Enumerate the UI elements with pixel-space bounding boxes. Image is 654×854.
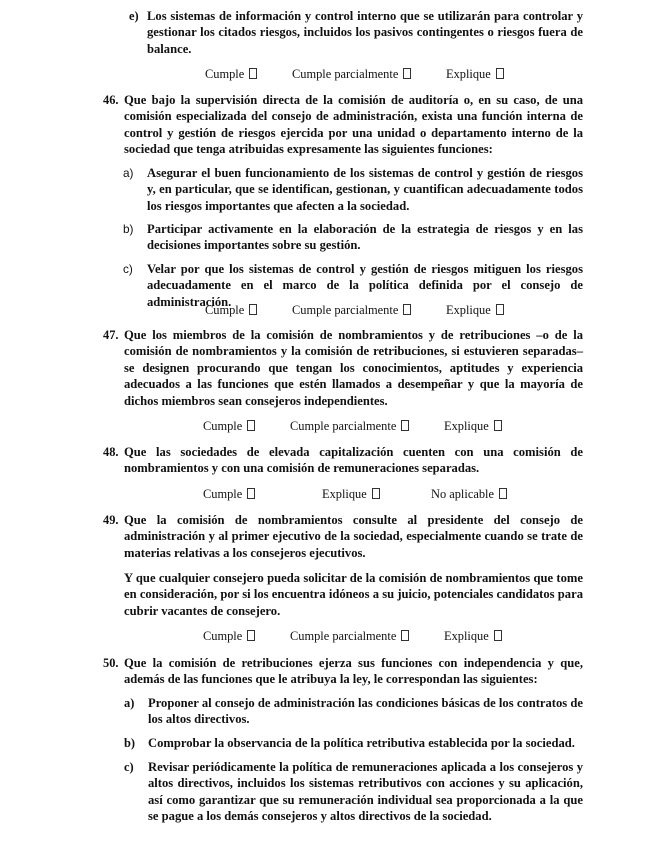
option-explique[interactable]: Explique [446,66,504,82]
checkbox-icon[interactable] [403,304,411,315]
option-cumple[interactable]: Cumple [205,302,257,318]
checkbox-icon[interactable] [247,420,255,431]
checkbox-icon[interactable] [496,304,504,315]
item-b-text: Participar activamente en la elaboración de la estrategia de riesgos y en las decisiones importantes sobre su gestión. [147,222,583,253]
item-c-text: Velar por que los sistemas de control y gestión de riesgos mitiguen los riesgos adecuadamente en el marco de la política definida por el consejo de administración. [147,262,583,309]
recommendation-48-text: Que las sociedades de elevada capitalización cuenten con una comisión de nombramientos y con una comisión de remuneraciones separadas. [124,445,583,476]
option-no-aplicable[interactable]: No aplicable [431,486,507,502]
item-marker: b) [123,222,134,236]
item-e-text: Los sistemas de información y control interno que se utilizarán para controlar y gestionar los citados riesgos, incluidos los pasivos contingentes o riesgos fuera de balance. [147,9,583,56]
checkbox-icon[interactable] [494,630,502,641]
recommendation-46-text: Que bajo la supervisión directa de la comisión de auditoría o, en su caso, de una comisión especializada del consejo de administración, exista una función interna de control y gestión de riesgos ejercida por una unidad o departamento interno de la sociedad que tenga atribuidas expresamente las siguientes funciones: [124,93,583,157]
option-cumple-parcialmente[interactable]: Cumple parcialmente [292,302,411,318]
item-marker: e) [129,9,139,23]
option-cumple-parcialmente[interactable]: Cumple parcialmente [290,418,409,434]
checkbox-icon[interactable] [401,630,409,641]
option-explique[interactable]: Explique [322,486,380,502]
item-marker: c) [124,760,134,774]
option-explique[interactable]: Explique [444,628,502,644]
option-cumple[interactable]: Cumple [203,628,255,644]
checkbox-icon[interactable] [372,488,380,499]
item-marker: b) [124,736,136,750]
item-a-text: Asegurar el buen funcionamiento de los sistemas de control y gestión de riesgos y, en particular, que se identifican, gestionan, y cuantifican adecuadamente todos los riesgos importantes que afecten a la sociedad. [147,166,583,213]
option-cumple[interactable]: Cumple [203,418,255,434]
checkbox-icon[interactable] [494,420,502,431]
item-marker: c) [123,262,133,276]
option-cumple[interactable]: Cumple [203,486,255,502]
recommendation-number: 46. [103,93,119,107]
recommendation-47-text: Que los miembros de la comisión de nombramientos y de retribuciones –o de la comisión de nombramientos y la comisión de retribuciones, si estuvieren separadas– se designen procurando que tengan los conocimientos, aptitudes y experiencia adecuados a las funciones que estén llamados a desempeñar y que la mayoría de dichos miembros sean consejeros independientes. [124,328,583,408]
checkbox-icon[interactable] [496,68,504,79]
option-cumple-parcialmente[interactable]: Cumple parcialmente [292,66,411,82]
recommendation-49-text-2: Y que cualquier consejero pueda solicitar de la comisión de nombramientos que tome en consideración, por si los encuentra idóneos a su juicio, potenciales candidatos para cubrir vacantes de consejero. [124,571,583,618]
item-marker: a) [123,166,134,180]
item-b-text: Comprobar la observancia de la política retributiva establecida por la sociedad. [148,736,575,750]
item-c-text: Revisar periódicamente la política de remuneraciones aplicada a los consejeros y altos directivos, incluidos los sistemas retributivos con acciones y su aplicación, así como garantizar que su remuneración individual sea proporcionada a la que se pague a los demás consejeros y altos directivos de la sociedad. [148,760,583,824]
recommendation-49-text: Que la comisión de nombramientos consulte al presidente del consejo de administración y al primer ejecutivo de la sociedad, especialmente cuando se trate de materias relativas a los consejeros ejecutivos. [124,513,583,560]
checkbox-icon[interactable] [249,304,257,315]
checkbox-icon[interactable] [247,488,255,499]
recommendation-number: 50. [103,656,119,670]
checkbox-icon[interactable] [499,488,507,499]
option-cumple-parcialmente[interactable]: Cumple parcialmente [290,628,409,644]
checkbox-icon[interactable] [403,68,411,79]
recommendation-number: 48. [103,445,119,459]
option-cumple[interactable]: Cumple [205,66,257,82]
checkbox-icon[interactable] [401,420,409,431]
recommendation-50-text: Que la comisión de retribuciones ejerza sus funciones con independencia y que, además de las funciones que le atribuya la ley, le correspondan las siguientes: [124,656,583,687]
recommendation-number: 47. [103,328,119,342]
option-explique[interactable]: Explique [444,418,502,434]
item-marker: a) [124,696,135,710]
checkbox-icon[interactable] [249,68,257,79]
item-a-text: Proponer al consejo de administración las condiciones básicas de los contratos de los altos directivos. [148,696,583,727]
option-explique[interactable]: Explique [446,302,504,318]
checkbox-icon[interactable] [247,630,255,641]
recommendation-number: 49. [103,513,119,527]
